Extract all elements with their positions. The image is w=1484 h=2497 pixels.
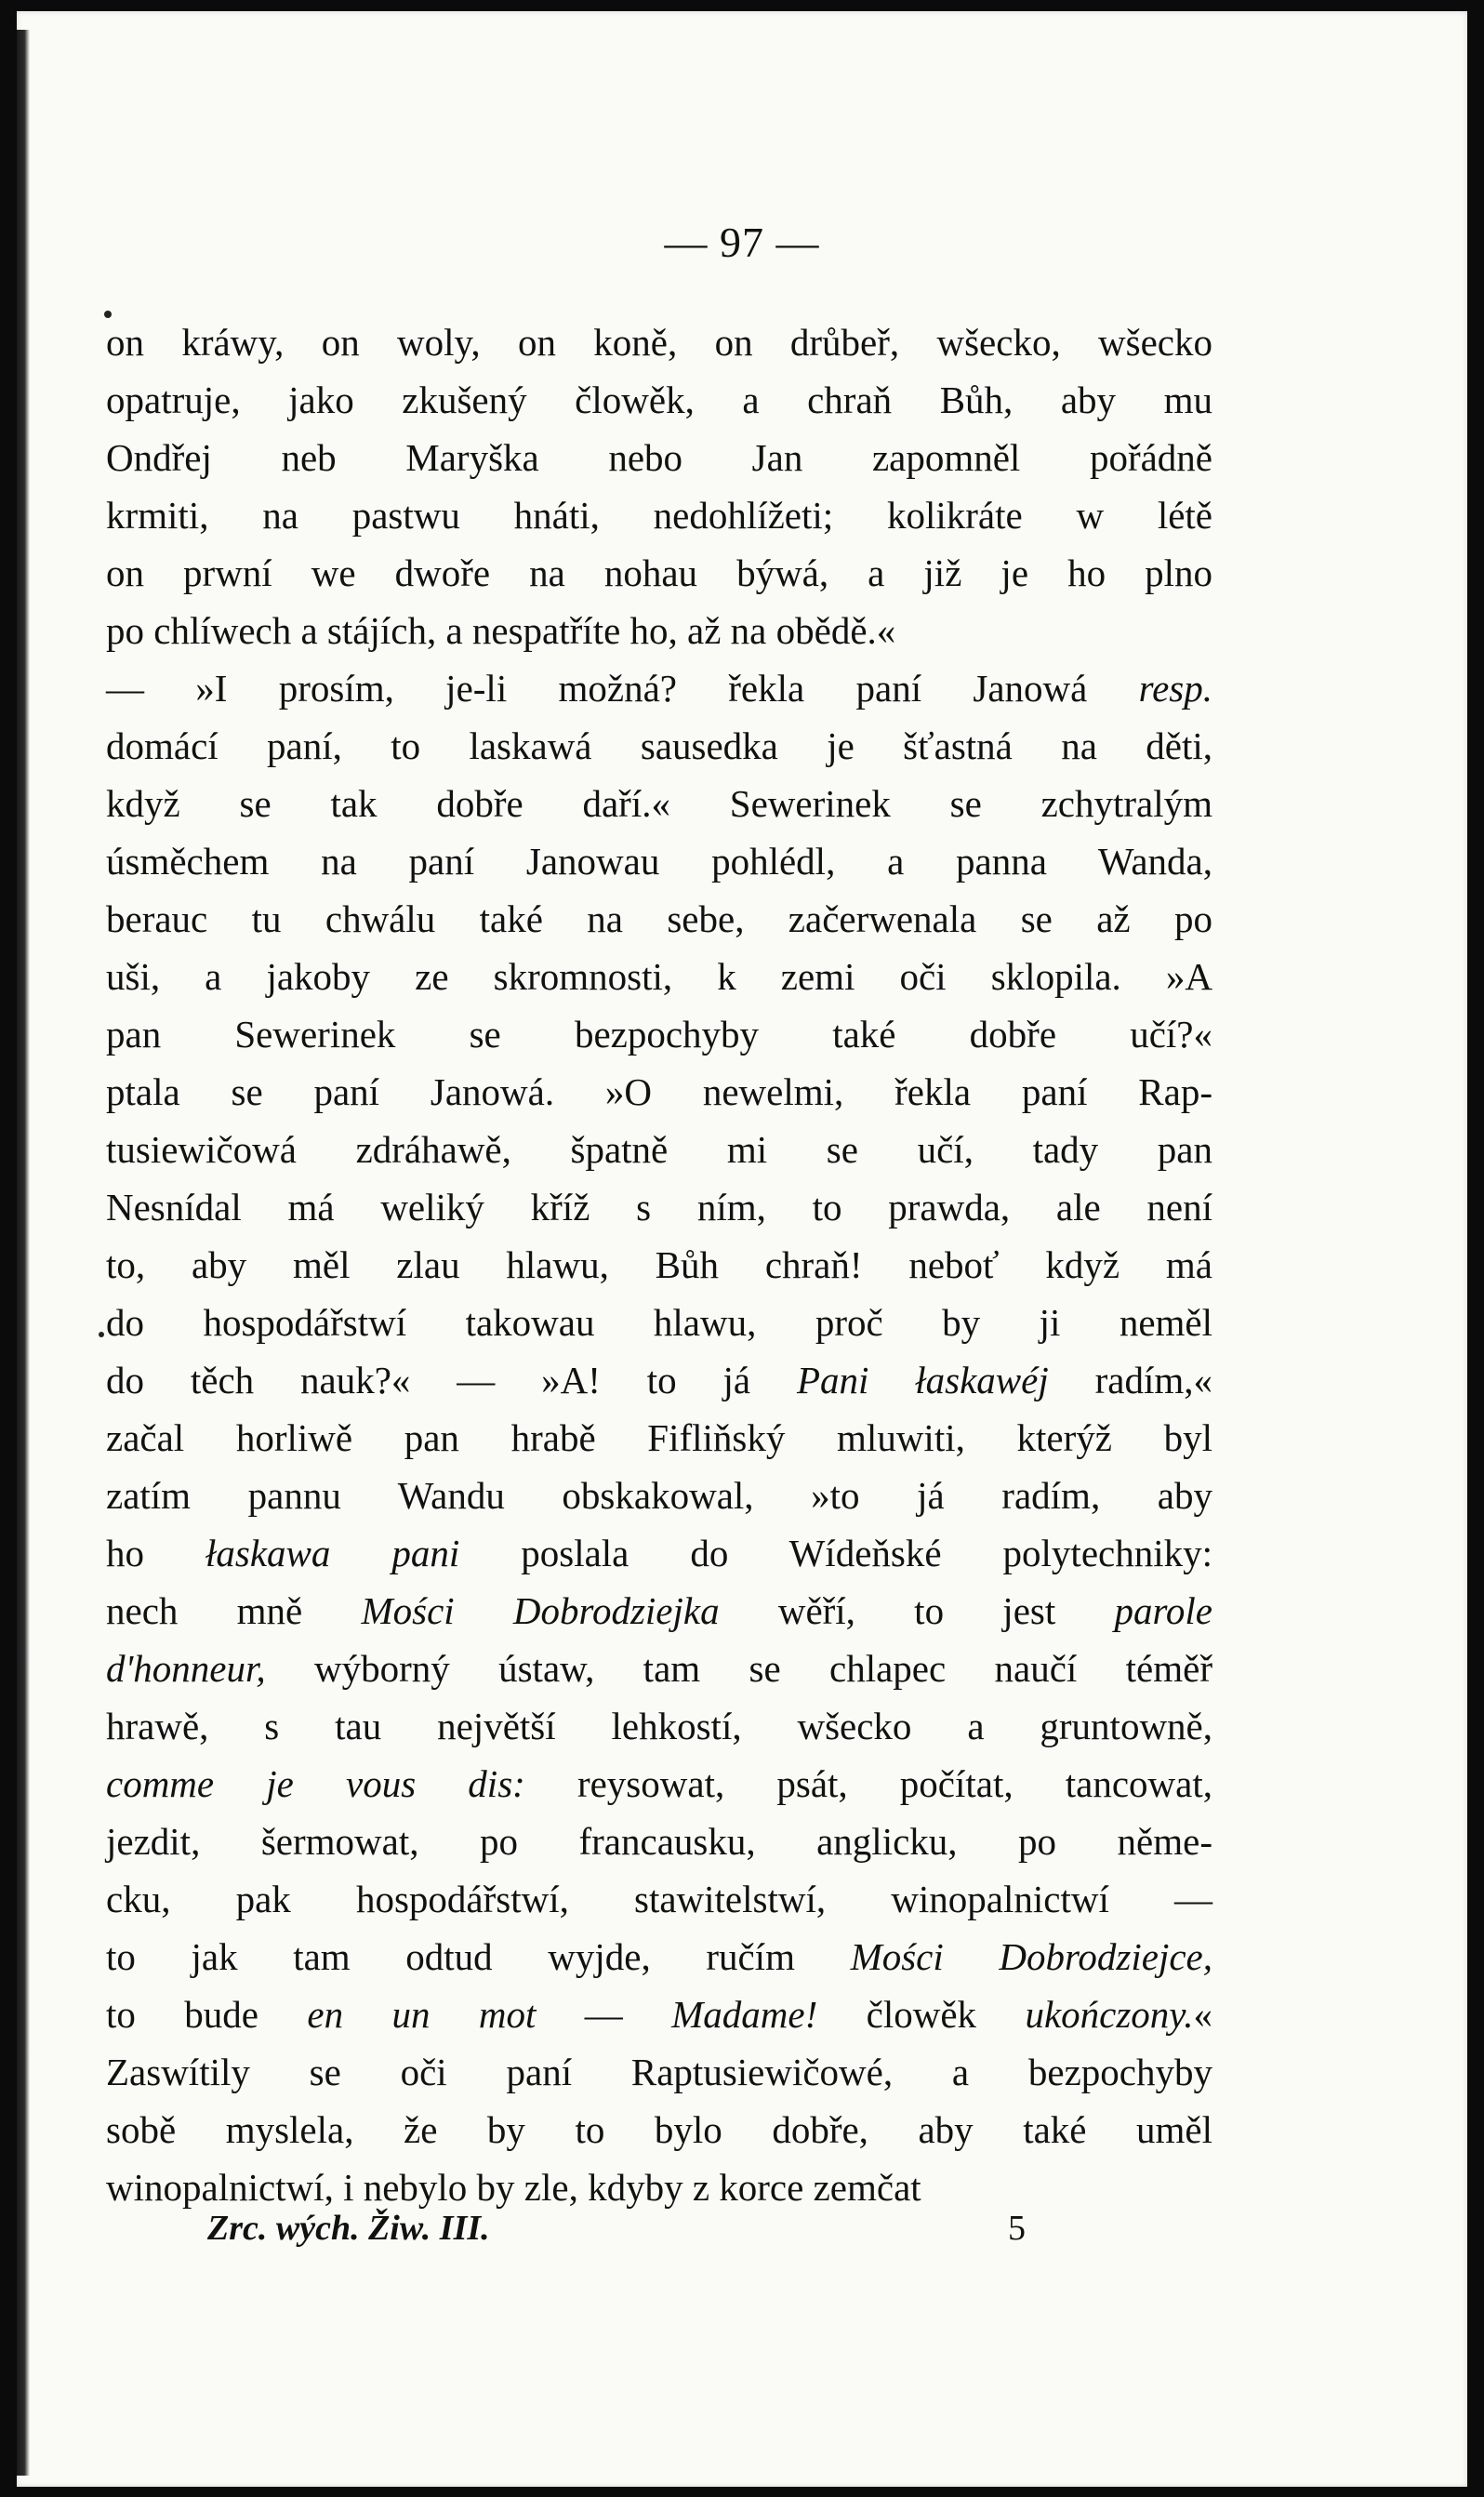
text-segment: člowěk [817,1993,1026,2036]
text-line [106,1351,1212,1409]
text-segment: radím,« [1048,1359,1212,1401]
italic-phrase: Mości Dobrodziejka [361,1589,720,1632]
text-segment: to jak tam odtud wyjde, ručím [106,1935,851,1978]
text-line: jezdit, šermowat, po francausku, anglicku, po něme- [106,1820,1212,1863]
text-line: tusiewičowá zdráhawě, špatně mi se učí, tady pan [106,1128,1212,1171]
text-segment: poslala do Wídeňské polytechniky: [459,1532,1212,1574]
text-segment: — [536,1993,672,2036]
italic-phrase: parole [1114,1589,1213,1632]
text-line: on kráwy, on woly, on koně, on drůbeř, wšecko, wšecko [106,321,1212,364]
text-line: Nesnídal má weliký kříž s ním, to prawda, ale není [106,1186,1212,1229]
text-line: ptala se paní Janowá. »O newelmi, řekla paní Rap- [106,1070,1212,1113]
text-segment: reysowat, psát, počítat, tancowat, [524,1762,1213,1805]
text-line: uši, a jakoby ze skromnosti, k zemi oči sklopila. »A [106,955,1212,998]
text-line: po chlíwech a stájích, a nespatříte ho, až na obědě.« [106,609,896,652]
italic-phrase: en un mot [307,1993,537,2036]
text-line: začal horliwě pan hrabě Fifliňský mluwiti, kterýž byl [106,1416,1212,1459]
text-line: zatím pannu Wandu obskakowal, »to já radím, aby [106,1474,1212,1517]
ink-speck [104,311,112,318]
text-segment: wěří, to jest [719,1589,1115,1632]
page-binding-edge [17,30,30,2476]
text-segment: « [1193,1993,1212,2036]
text-line: to, aby měl zlau hlawu, Bůh chraň! neboť když má [106,1243,1212,1286]
italic-phrase: Mości Dobrodziejce, [850,1935,1212,1978]
text-line: Zaswítily se oči paní Raptusiewičowé, a bezpochyby [106,2051,1212,2093]
text-line [106,1986,1212,2043]
book-page [17,11,1467,2487]
text-line: berauc tu chwálu také na sebe, začerwenala se až po [106,897,1212,940]
text-line [106,1524,1212,1582]
text-line: pan Sewerinek se bezpochyby také dobře učí?« [106,1013,1212,1056]
text-line [106,1582,1212,1640]
italic-phrase: Pani łaskawéj [796,1359,1049,1401]
italic-phrase: comme je vous dis: [106,1762,525,1805]
text-line: cku, pak hospodářstwí, stawitelstwí, winopalnictwí — [106,1878,1212,1920]
text-line [106,1755,1212,1813]
italic-phrase: Madame! [671,1993,818,2036]
text-line [106,1928,1212,1986]
page-footer [207,2208,1026,2249]
italic-phrase: resp. [1138,667,1212,710]
text-line: winopalnictwí, i nebylo by zle, kdyby z korce zemčat [106,2166,921,2209]
footer-title: Zrc. wých. Žiw. III. [207,2209,490,2248]
text-segment: do těch nauk?« — »A! to já [106,1359,797,1401]
text-line [106,1640,1212,1697]
ink-speck [99,1332,104,1337]
text-line: hrawě, s tau největší lehkostí, wšecko a gruntowně, [106,1705,1212,1747]
text-line: do hospodářstwí takowau hlawu, proč by ji neměl [106,1301,1212,1344]
italic-phrase: d'honneur, [106,1647,266,1690]
text-line: opatruje, jako zkušený člowěk, a chraň Bůh, aby mu [106,379,1212,421]
page-number: — 97 — [664,219,820,266]
italic-phrase: łaskawa pani [205,1532,460,1574]
text-line: sobě myslela, že by to bylo dobře, aby také uměl [106,2108,1212,2151]
text-segment: ho [106,1532,205,1574]
signature-mark: 5 [1008,2209,1026,2248]
body-text [106,313,1212,2216]
text-line: domácí paní, to laskawá sausedka je šťastná na děti, [106,724,1212,767]
text-line: on prwní we dwoře na nohau býwá, a již je ho plno [106,551,1212,594]
text-line: Ondřej neb Maryška nebo Jan zapomněl pořádně [106,436,1212,479]
italic-phrase: ukończony. [1025,1993,1194,2036]
text-segment: nech mně [106,1589,362,1632]
text-line: krmiti, na pastwu hnáti, nedohlížeti; kolikráte w létě [106,494,1212,537]
text-line: úsměchem na paní Janowau pohlédl, a panna Wanda, [106,840,1212,883]
text-segment: wýborný ústaw, tam se chlapec naučí téměř [265,1647,1212,1690]
text-line [106,659,1212,717]
text-segment: to bude [106,1993,308,2036]
text-segment: — »I prosím, je-li možná? řekla paní Janowá [106,667,1139,710]
text-line: když se tak dobře daří.« Sewerinek se zchytralým [106,782,1212,825]
